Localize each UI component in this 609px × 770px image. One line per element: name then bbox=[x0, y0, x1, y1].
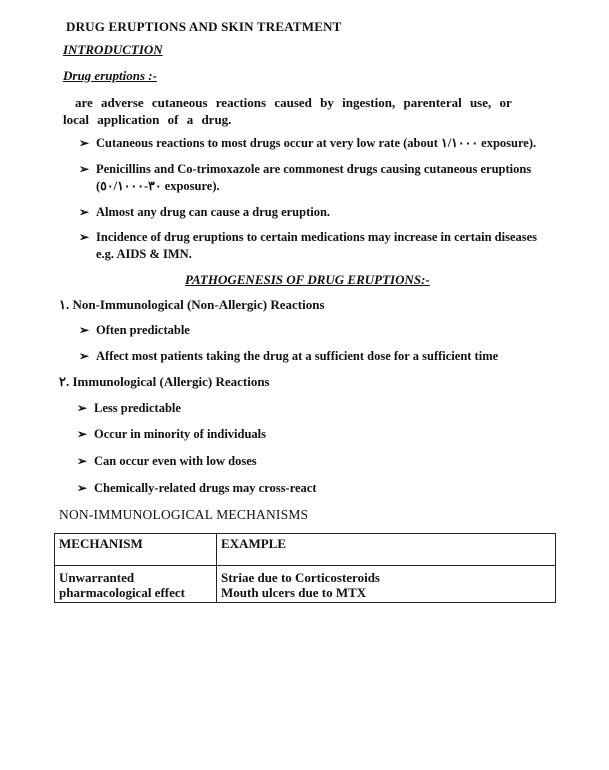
list-item bbox=[79, 204, 549, 221]
immunological-heading: ٢. Immunological (Allergic) Reactions bbox=[59, 374, 270, 389]
list-item bbox=[79, 229, 549, 265]
bullet-text: Often predictable bbox=[96, 323, 190, 337]
table-header-row bbox=[55, 534, 556, 566]
bullet-text: Incidence of drug eruptions to certain medications may increase in certain diseases e.g. AIDS & IMN. bbox=[96, 230, 538, 261]
bullet-text: Occur in minority of individuals bbox=[94, 427, 267, 441]
list-item bbox=[79, 161, 549, 197]
list-item bbox=[79, 322, 549, 339]
definition-paragraph: are adverse cutaneous reactions caused by ingestion, parenteral use, or local application of a drug. bbox=[63, 95, 512, 127]
example-cell bbox=[217, 566, 556, 603]
arrow-bullet-icon: ➢ bbox=[79, 230, 90, 244]
arrow-bullet-icon: ➢ bbox=[79, 162, 90, 176]
bullet-text: Chemically-related drugs may cross-react bbox=[94, 481, 317, 495]
arrow-bullet-icon: ➢ bbox=[79, 205, 90, 219]
non-immunological-heading: ١. Non-Immunological (Non-Allergic) Reactions bbox=[59, 297, 325, 312]
table-row bbox=[55, 566, 556, 603]
arrow-bullet-icon: ➢ bbox=[77, 481, 88, 495]
mechanism-cell: Unwarranted pharmacological effect bbox=[55, 566, 217, 603]
list-item bbox=[79, 348, 549, 365]
arrow-bullet-icon: ➢ bbox=[79, 323, 90, 337]
mechanisms-heading: NON-IMMUNOLOGICAL MECHANISMS bbox=[59, 507, 309, 522]
drug-eruptions-heading: Drug eruptions :- bbox=[63, 68, 157, 83]
bullet-text: Cutaneous reactions to most drugs occur at very low rate (about ١/١٠٠٠ exposure). bbox=[96, 136, 537, 150]
arrow-bullet-icon: ➢ bbox=[77, 427, 88, 441]
bullet-text: Penicillins and Co-trimoxazole are commonest drugs causing cutaneous eruptions (٣٠-٥٠/١٠٠٠ exposure). bbox=[96, 162, 532, 193]
arrow-bullet-icon: ➢ bbox=[77, 401, 88, 415]
list-item bbox=[77, 480, 547, 497]
bullet-text: Almost any drug can cause a drug eruption. bbox=[96, 205, 331, 219]
arrow-bullet-icon: ➢ bbox=[79, 136, 90, 150]
list-item bbox=[77, 426, 547, 443]
pathogenesis-heading: PATHOGENESIS OF DRUG ERUPTIONS:- bbox=[185, 272, 430, 287]
document-title: DRUG ERUPTIONS AND SKIN TREATMENT bbox=[66, 19, 342, 34]
column-header-mechanism: MECHANISM bbox=[55, 534, 217, 566]
bullet-text: Can occur even with low doses bbox=[94, 454, 257, 468]
bullet-text: Affect most patients taking the drug at a sufficient dose for a sufficient time bbox=[96, 349, 499, 363]
list-item bbox=[79, 135, 549, 152]
arrow-bullet-icon: ➢ bbox=[77, 454, 88, 468]
bullet-text: Less predictable bbox=[94, 401, 181, 415]
list-item bbox=[77, 453, 547, 470]
example-line: Mouth ulcers due to MTX bbox=[221, 585, 367, 600]
mechanisms-table bbox=[54, 533, 556, 603]
list-item bbox=[77, 400, 547, 417]
arrow-bullet-icon: ➢ bbox=[79, 349, 90, 363]
example-line: Striae due to Corticosteroids bbox=[221, 570, 380, 585]
introduction-heading: INTRODUCTION bbox=[63, 42, 163, 57]
column-header-example: EXAMPLE bbox=[217, 534, 556, 566]
